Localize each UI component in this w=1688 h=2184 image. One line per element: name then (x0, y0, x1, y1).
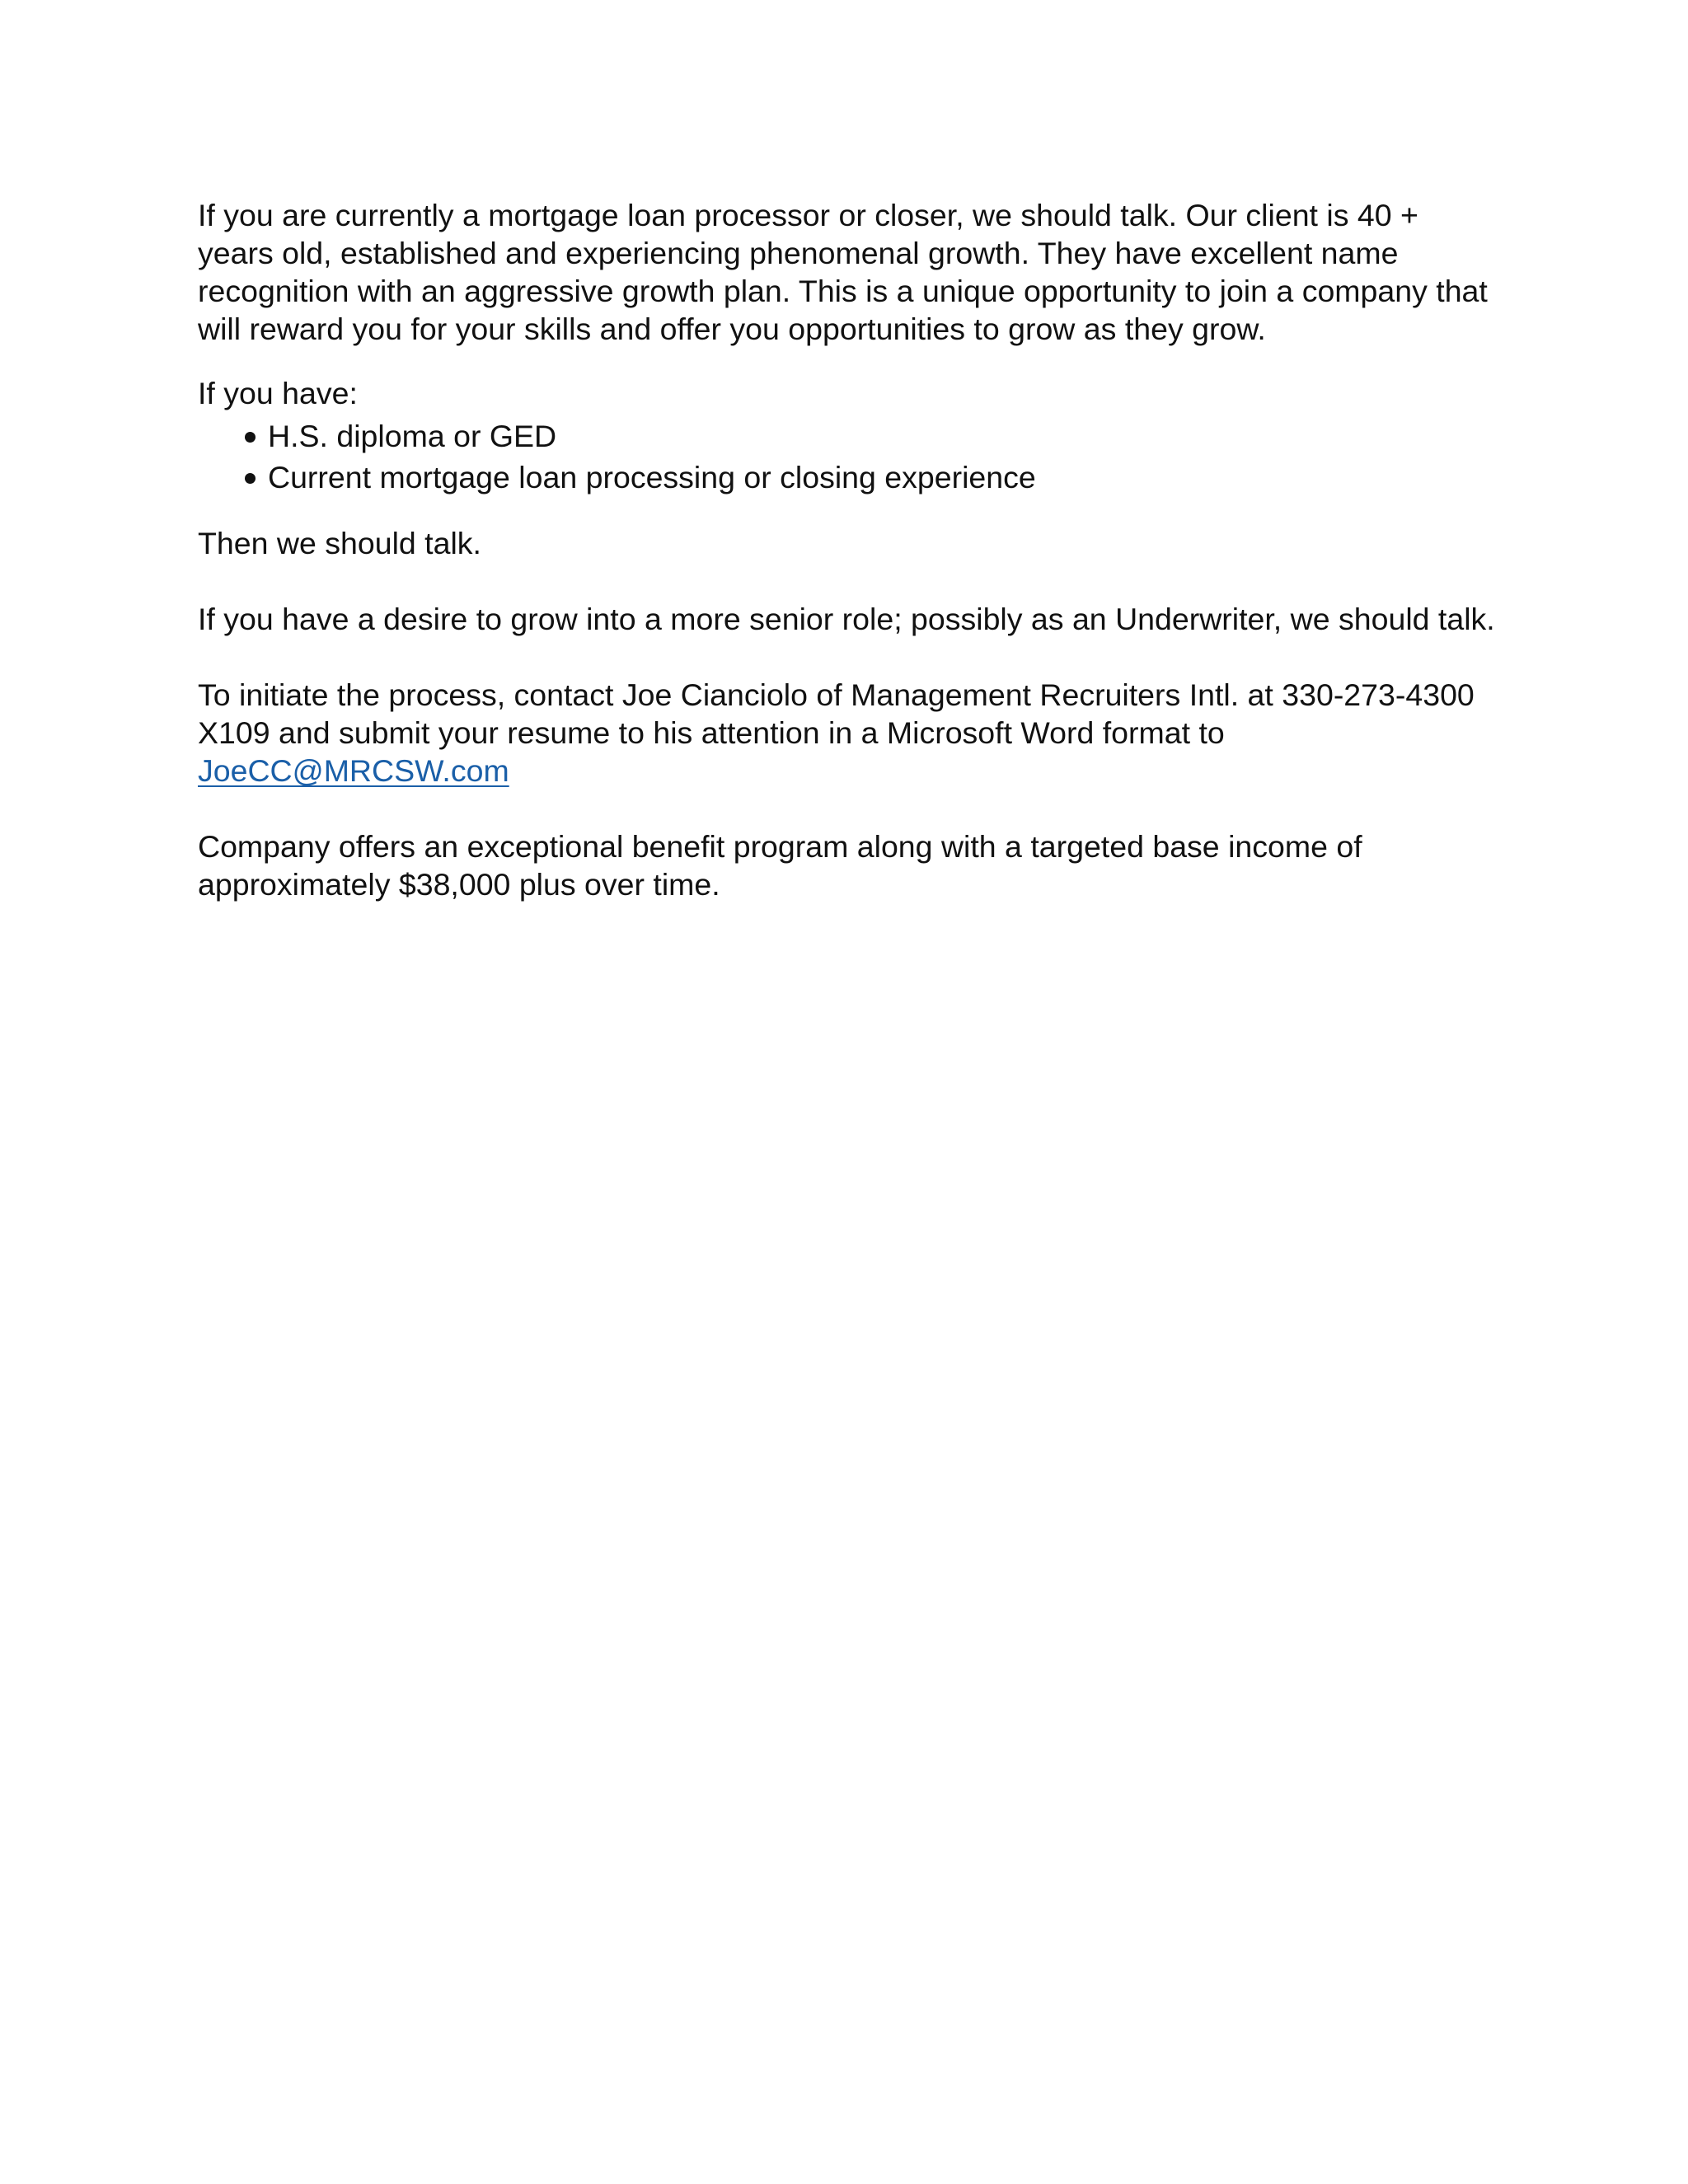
requirement-item (198, 415, 1500, 457)
requirement-text: H.S. diploma or GED (268, 419, 557, 453)
contact-paragraph (198, 676, 1500, 790)
senior-role-paragraph: If you have a desire to grow into a more senior role; possibly as an Underwriter, we should talk. (198, 602, 1495, 636)
requirement-text: Current mortgage loan processing or closing experience (268, 460, 1036, 494)
intro-paragraph: If you are currently a mortgage loan processor or closer, we should talk. Our client is 40 + years old, established and experiencing phenomenal growth. They have excellent name recognition with an aggressive growth plan. This is a unique opportunity to join a company that will reward you for your skills and offer you opportunities to grow as they grow. (198, 198, 1488, 346)
requirement-item (198, 457, 1500, 498)
email-link[interactable]: JoeCC@MRCSW.com (198, 753, 509, 788)
requirements-heading: If you have: (198, 376, 358, 410)
requirements-list (198, 415, 1500, 498)
benefits-paragraph: Company offers an exceptional benefit program along with a targeted base income of approximately $38,000 plus over time. (198, 829, 1362, 902)
bullet-icon (245, 432, 256, 443)
contact-text: To initiate the process, contact Joe Cianciolo of Management Recruiters Intl. at 330-273-4300 X109 and submit your resume to his attention in a Microsoft Word format to (198, 677, 1475, 750)
document-body (198, 196, 1500, 903)
then-line: Then we should talk. (198, 526, 481, 560)
bullet-icon (245, 473, 256, 484)
